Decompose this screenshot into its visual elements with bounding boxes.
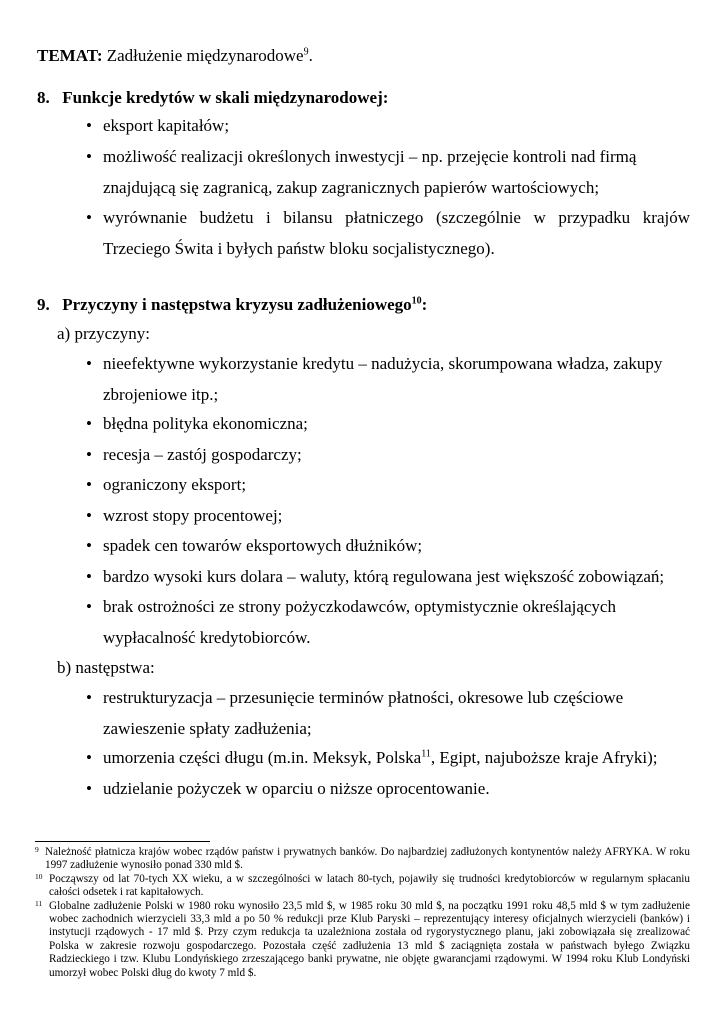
- list-item-text: recesja – zastój gospodarczy;: [103, 445, 302, 464]
- footnote-mark: 11: [35, 898, 43, 908]
- bullet-icon: •: [86, 354, 92, 373]
- causes-label: a) przyczyny:: [57, 324, 150, 343]
- list-item: [86, 409, 690, 440]
- list-item-text: błędna polityka ekonomiczna;: [103, 414, 308, 433]
- bullet-icon: •: [86, 414, 92, 433]
- footnote-9: [35, 846, 690, 873]
- footnote-11: [35, 900, 690, 980]
- footnote-ref-10[interactable]: 10: [411, 295, 422, 307]
- list-item-text: udzielanie pożyczek w oparciu o niższe oprocentowanie.: [103, 779, 490, 798]
- list-item-text: ograniczony eksport;: [103, 475, 247, 494]
- section-9-number: 9.: [37, 295, 50, 314]
- section-8-number: 8.: [37, 88, 50, 107]
- section-8-heading: [37, 86, 388, 110]
- bullet-icon: •: [86, 147, 92, 166]
- section-9-heading: [37, 293, 427, 317]
- bullet-icon: •: [86, 536, 92, 555]
- topic-label: TEMAT:: [37, 46, 103, 65]
- footnote-separator: [35, 841, 210, 842]
- list-item-text: bardzo wysoki kurs dolara – waluty, którą regulowana jest większość zobowiązań;: [103, 567, 665, 586]
- list-item-text-part: , Egipt, najuboższe kraje Afryki);: [430, 748, 658, 767]
- list-item: [86, 562, 690, 593]
- bullet-icon: •: [86, 208, 92, 227]
- bullet-icon: •: [86, 475, 92, 494]
- list-item: [86, 501, 690, 532]
- bullet-icon: •: [86, 445, 92, 464]
- section-9-title: Przyczyny i następstwa kryzysu zadłużeniowego: [62, 295, 412, 314]
- bullet-icon: •: [86, 506, 92, 525]
- list-item: [86, 111, 690, 142]
- bullet-icon: •: [86, 688, 92, 707]
- effects-label: b) następstwa:: [57, 658, 155, 677]
- list-item-text: [103, 743, 690, 774]
- list-item: [86, 142, 690, 203]
- list-item-text-part: umorzenia części długu (m.in. Meksyk, Polska: [103, 748, 422, 767]
- footnote-text: Należność płatnicza krajów wobec rządów państw i prywatnych banków. Do najbardziej zadłużonych kontynentów należy AFRYKA. W roku 1997 zadłużenie wynosiło ponad 330 mld $.: [45, 846, 690, 872]
- footnote-text: Globalne zadłużenie Polski w 1980 roku wynosiło 23,5 mld $, w 1985 roku 30 mld $, na początku 1991 roku 48,5 mld $ w tym zadłużenie wobec zachodnich wierzycieli 33,3 mld a po 50 % redukcji prze Klub Paryski – reprezentujący interesy oficjalnych wierzycieli (banków) i instytucji rządowych - 17 mld $. Przy czym redukcja ta uzależniona została od rygorystycznego planu, jaki zobowiązała się zrealizować Polska w zakresie rozwoju gospodarczego. Pozostała część zadłużenia 13 mld $ zaciągnięta została w państwach byłego Związku Radzieckiego i tzw. Klubu Londyńskiego zrzeszającego banki prywatne, nie objęte gwarancjami rządowymi. W 1994 roku Klub Londyński umorzył wobec Polski dług do kwoty 7 mld $.: [49, 899, 690, 979]
- footnote-mark: 9: [35, 845, 39, 854]
- list-item: [86, 203, 690, 264]
- footnote-text: Począwszy od lat 70-tych XX wieku, a w szczególności w latach 80-tych, pojawiły się trudności kredytobiorców w regularnym spłacaniu całości odsetek i rat kapitałowych.: [49, 872, 690, 899]
- footnotes: [35, 846, 690, 980]
- list-item-text: brak ostrożności ze strony pożyczkodawców, optymistycznie określających wypłacalność kredytobiorców.: [103, 597, 616, 647]
- footnote-10: [35, 873, 690, 900]
- list-item: [86, 531, 690, 562]
- list-item-text: eksport kapitałów;: [103, 116, 230, 135]
- list-item-text: wyrównanie budżetu i bilansu płatniczego (szczególnie w przypadku krajów Trzeciego Świta i byłych państw bloku socjalistycznego).: [103, 208, 690, 258]
- list-item: [86, 349, 690, 410]
- footnote-mark: 10: [35, 871, 43, 881]
- list-item: [86, 470, 690, 501]
- bullet-icon: •: [86, 567, 92, 586]
- bullet-icon: •: [86, 748, 92, 767]
- topic-line: [37, 44, 313, 68]
- list-item: [86, 592, 690, 653]
- topic-text: Zadłużenie międzynarodowe: [106, 46, 304, 65]
- topic-end: .: [308, 46, 313, 65]
- footnote-ref-11[interactable]: 11: [421, 748, 431, 760]
- list-item: [86, 440, 690, 471]
- list-item-text: nieefektywne wykorzystanie kredytu – nadużycia, skorumpowana władza, zakupy zbrojeniowe itp.;: [103, 354, 663, 404]
- list-item: [86, 743, 690, 774]
- list-item-text: wzrost stopy procentowej;: [103, 506, 283, 525]
- list-item: [86, 774, 690, 805]
- footnote-ref-9[interactable]: 9: [303, 46, 309, 58]
- list-item-text: restrukturyzacja – przesunięcie terminów płatności, okresowe lub częściowe zawieszenie spłaty zadłużenia;: [103, 688, 624, 738]
- list-item-text: możliwość realizacji określonych inwestycji – np. przejęcie kontroli nad firmą znajdującą się zagranicą, zakup zagranicznych papierów wartościowych;: [103, 147, 637, 197]
- bullet-icon: •: [86, 597, 92, 616]
- list-item: [86, 683, 690, 744]
- section-9-title-end: :: [421, 295, 428, 314]
- section-8-title: Funkcje kredytów w skali międzynarodowej:: [62, 88, 389, 107]
- bullet-icon: •: [86, 779, 92, 798]
- list-item-text: spadek cen towarów eksportowych dłużników;: [103, 536, 423, 555]
- bullet-icon: •: [86, 116, 92, 135]
